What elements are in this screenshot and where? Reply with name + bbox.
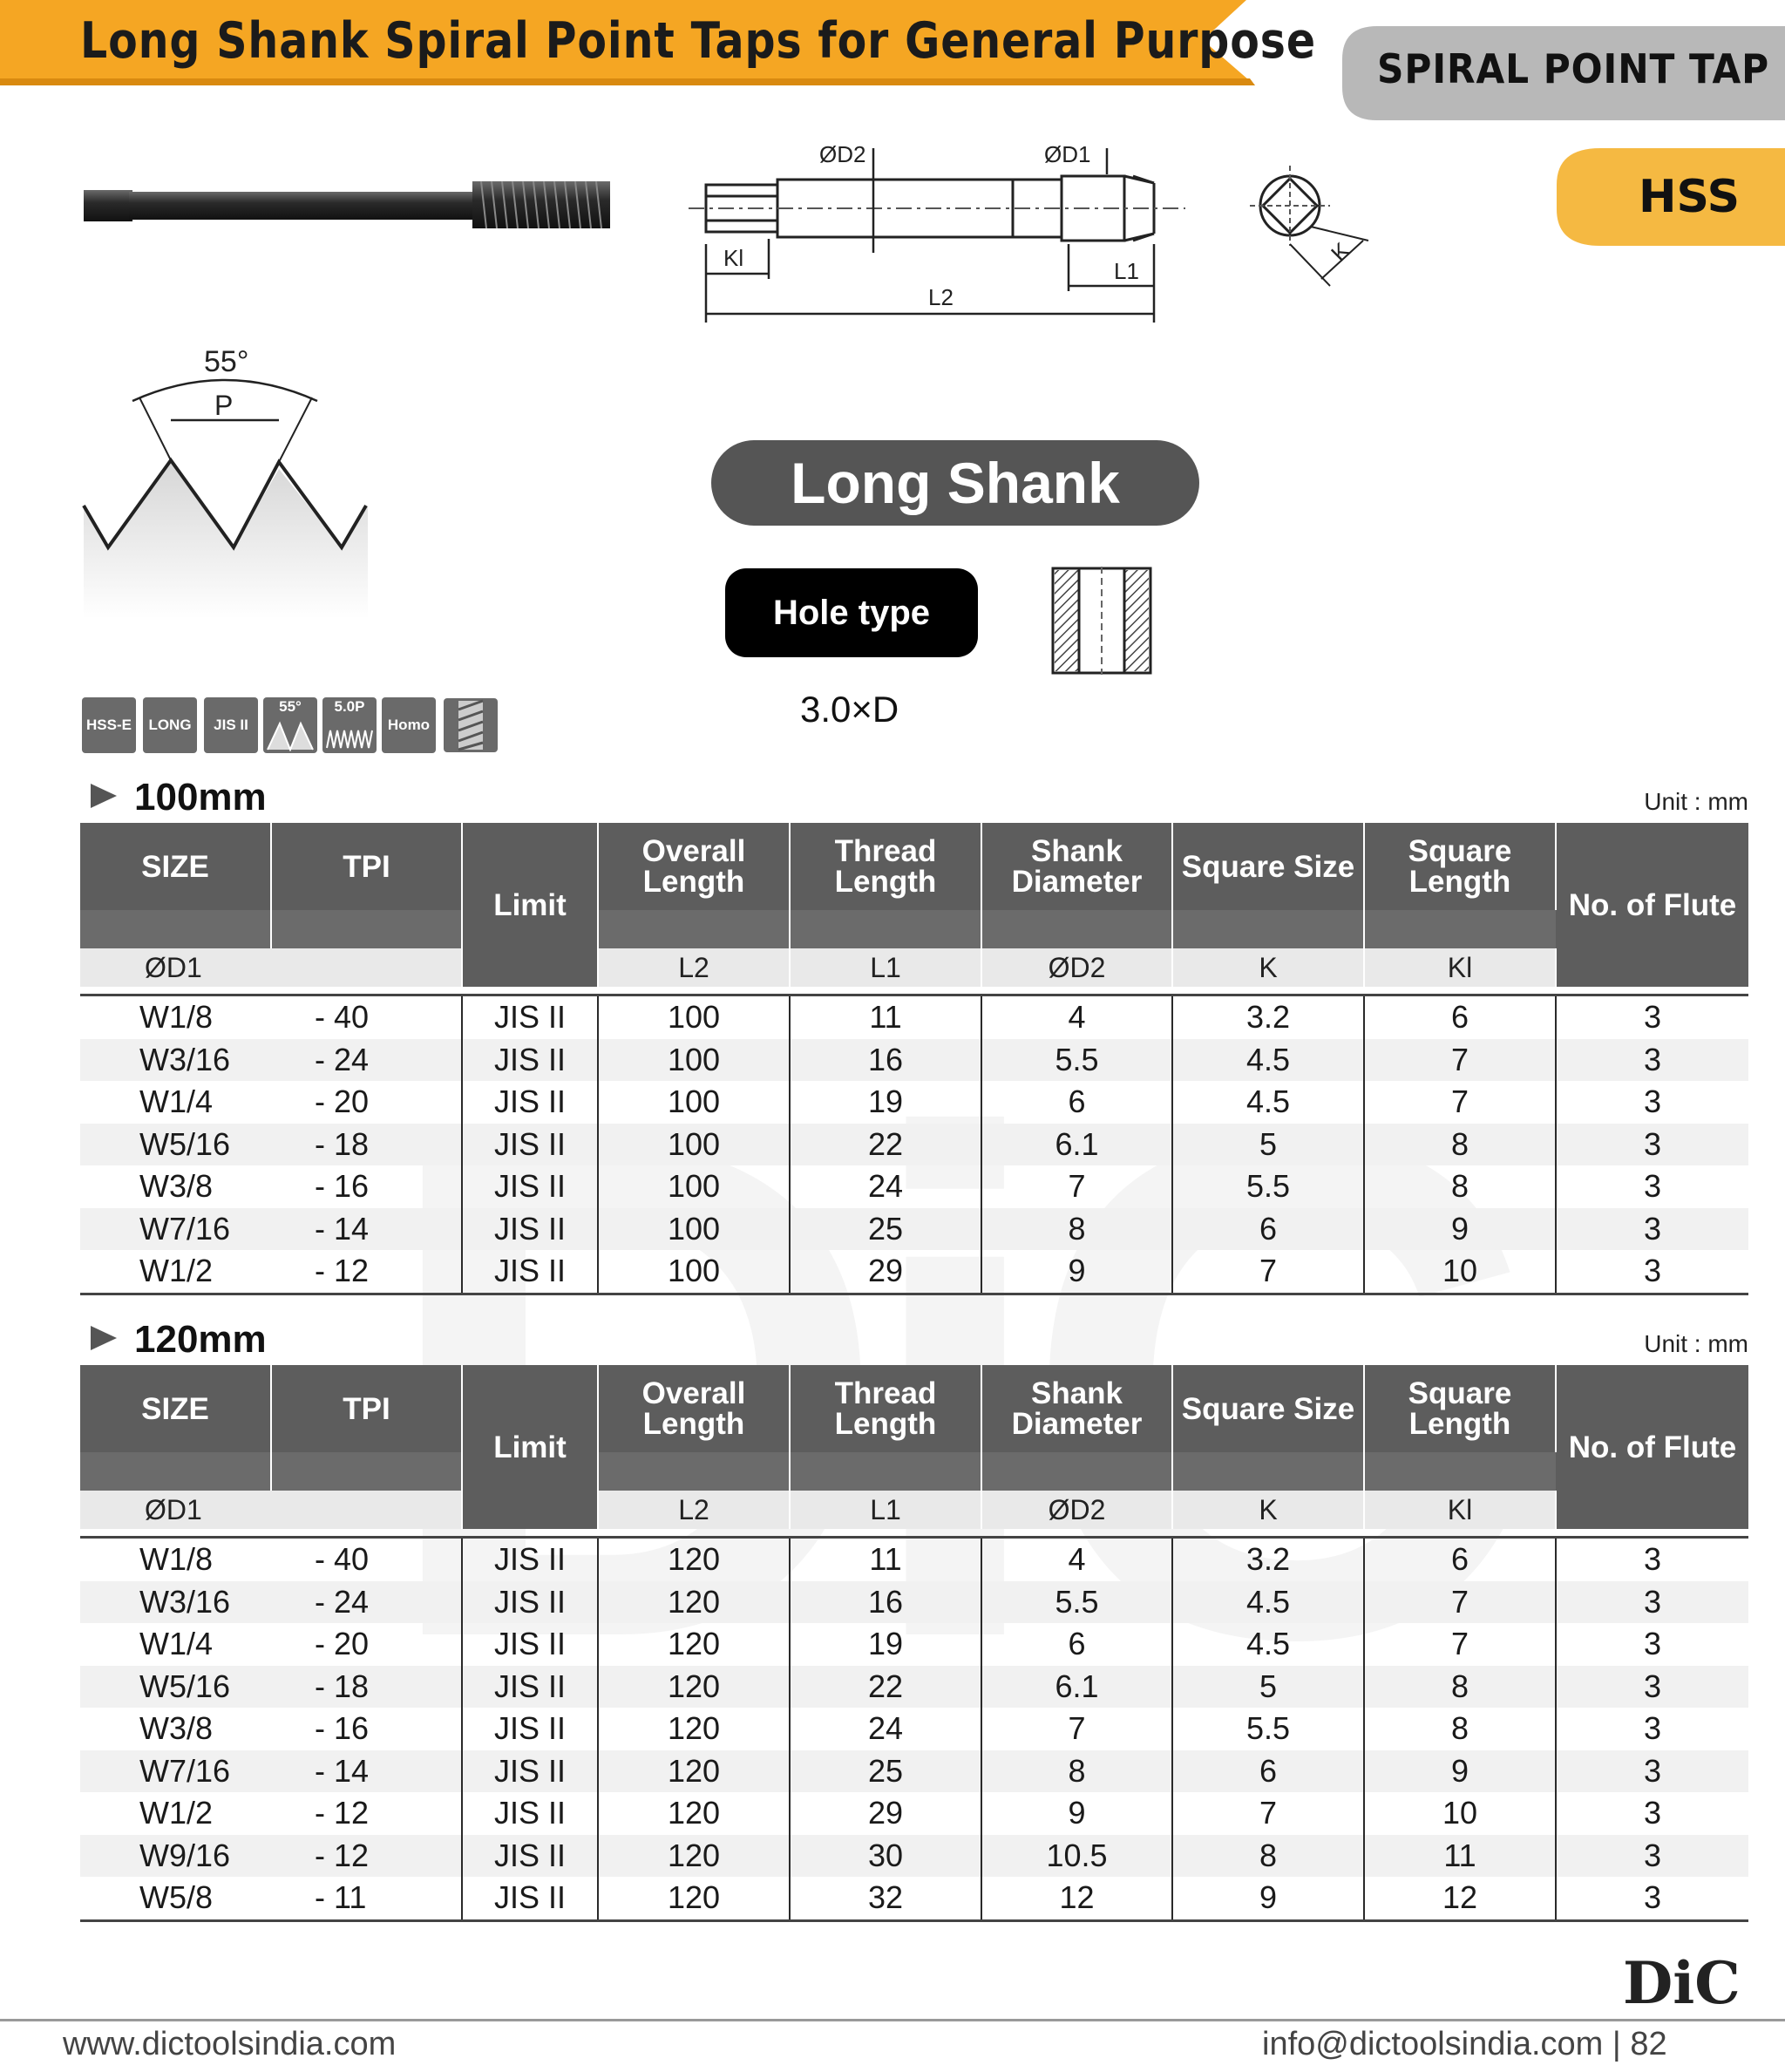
table-row bbox=[80, 995, 1748, 1039]
cell-square-length: 10 bbox=[1364, 1792, 1556, 1835]
cell-size: W5/16 bbox=[80, 1124, 271, 1166]
cell-thread-length: 16 bbox=[790, 1039, 981, 1082]
cell-no-of-flute: 3 bbox=[1643, 1710, 1662, 1747]
col-size: SIZE bbox=[80, 823, 271, 910]
label-d2: ØD2 bbox=[819, 141, 866, 167]
cell-overall-length: 120 bbox=[598, 1581, 790, 1624]
section-arrow-icon bbox=[91, 1326, 117, 1350]
cell-tpi: - 16 bbox=[271, 1165, 462, 1208]
cell-size: W5/8 bbox=[139, 1879, 214, 1916]
cell-no-of-flute: 3 bbox=[1643, 1795, 1662, 1831]
footer-email-link[interactable]: info@dictoolsindia.com bbox=[1262, 2026, 1604, 2062]
cell-thread-length: 22 bbox=[790, 1666, 981, 1709]
cell-square-length: 10 bbox=[1364, 1250, 1556, 1294]
cell-limit: JIS II bbox=[462, 1538, 598, 1581]
section-heading-120mm bbox=[91, 1318, 267, 1362]
footer-divider bbox=[0, 2019, 1785, 2021]
cell-square-length: 7 bbox=[1364, 1581, 1556, 1624]
section-title: 100mm bbox=[134, 776, 267, 819]
cell-tpi: - 18 bbox=[271, 1666, 462, 1709]
table-row bbox=[80, 1039, 1748, 1082]
cell-thread-length: 25 bbox=[790, 1750, 981, 1793]
cell-overall-length: 100 bbox=[598, 1165, 790, 1208]
cell-tpi: - 20 bbox=[271, 1623, 462, 1666]
cell-shank-diameter: 7 bbox=[981, 1165, 1172, 1208]
col-thread-length: Thread Length bbox=[790, 823, 981, 910]
category-tab: SPIRAL POINT TAP bbox=[1377, 45, 1770, 92]
cell-square-size: 7 bbox=[1172, 1250, 1364, 1294]
table-row bbox=[80, 1708, 1748, 1750]
cell-no-of-flute: 3 bbox=[1556, 1039, 1748, 1082]
symbol-d1: ØD1 bbox=[80, 1491, 462, 1529]
cell-square-size: 8 bbox=[1172, 1835, 1364, 1878]
cell-size: W7/16 bbox=[80, 1750, 271, 1793]
symbol-l1: L1 bbox=[790, 1491, 981, 1529]
cell-no-of-flute: 3 bbox=[1556, 1124, 1748, 1166]
cell-thread-length: 11 bbox=[790, 995, 981, 1039]
thread-profile-diagram bbox=[80, 340, 368, 619]
cell-tpi: - 40 bbox=[271, 995, 462, 1039]
cell-square-size: 6 bbox=[1172, 1208, 1364, 1251]
cell-size: W3/8 bbox=[139, 1168, 214, 1205]
cell-overall-length: 120 bbox=[598, 1666, 790, 1709]
table-row bbox=[80, 1165, 1748, 1208]
badge-pitch-text: 5.0P bbox=[334, 698, 365, 715]
badge-angle-text: 55° bbox=[279, 698, 302, 715]
cell-limit: JIS II bbox=[462, 1124, 598, 1166]
material-tab: HSS bbox=[1639, 171, 1741, 223]
cell-no-of-flute: 3 bbox=[1643, 1084, 1662, 1120]
symbol-d2: ØD2 bbox=[981, 1491, 1172, 1529]
cell-limit: JIS II bbox=[462, 1039, 598, 1082]
col-square-length: Square Length bbox=[1364, 823, 1556, 910]
cell-overall-length: 100 bbox=[598, 1081, 790, 1124]
cell-square-size: 3.2 bbox=[1172, 1538, 1364, 1581]
cell-square-length: 12 bbox=[1364, 1877, 1556, 1920]
col-square-length: Square Length bbox=[1364, 1365, 1556, 1452]
symbol-d1: ØD1 bbox=[80, 948, 462, 987]
badge-jis: JIS II bbox=[204, 697, 258, 753]
symbol-kl: Kl bbox=[1364, 1491, 1556, 1529]
cell-shank-diameter: 5.5 bbox=[981, 1581, 1172, 1624]
cell-tpi: - 18 bbox=[271, 1124, 462, 1166]
cell-square-size: 3.2 bbox=[1172, 995, 1364, 1039]
cell-thread-length: 24 bbox=[790, 1165, 981, 1208]
cell-shank-diameter: 8 bbox=[981, 1208, 1172, 1251]
symbol-k: K bbox=[1172, 948, 1364, 987]
page-number: 82 bbox=[1630, 2026, 1667, 2062]
cell-tpi: - 14 bbox=[271, 1750, 462, 1793]
cell-no-of-flute: 3 bbox=[1556, 1750, 1748, 1793]
cell-tpi: - 12 bbox=[271, 1792, 462, 1835]
col-tpi: TPI bbox=[271, 1365, 462, 1452]
table-row bbox=[80, 1666, 1748, 1709]
cell-size: W5/16 bbox=[80, 1666, 271, 1709]
tap-dimension-drawing bbox=[689, 131, 1246, 331]
table-row bbox=[80, 1792, 1748, 1835]
cell-square-length: 8 bbox=[1364, 1666, 1556, 1709]
badge-pitch bbox=[322, 697, 377, 753]
cell-tpi: - 11 bbox=[271, 1877, 462, 1920]
cell-shank-diameter: 9 bbox=[981, 1792, 1172, 1835]
table-row bbox=[80, 1124, 1748, 1166]
cell-size: W7/16 bbox=[80, 1208, 271, 1251]
cell-thread-length: 24 bbox=[790, 1708, 981, 1750]
cell-square-size: 4.5 bbox=[1172, 1039, 1364, 1082]
col-square-size: Square Size bbox=[1172, 823, 1364, 910]
label-d1: ØD1 bbox=[1044, 141, 1091, 167]
cell-limit: JIS II bbox=[462, 1877, 598, 1920]
footer-separator: | bbox=[1612, 2026, 1621, 2062]
cell-limit: JIS II bbox=[462, 1581, 598, 1624]
cell-limit: JIS II bbox=[462, 1623, 598, 1666]
cell-square-length: 6 bbox=[1364, 995, 1556, 1039]
company-logo: DiC bbox=[1623, 1949, 1741, 2017]
cell-overall-length: 120 bbox=[598, 1708, 790, 1750]
badge-angle bbox=[263, 697, 317, 753]
cell-overall-length: 120 bbox=[598, 1538, 790, 1581]
label-k: K bbox=[1326, 237, 1355, 267]
cell-square-size: 9 bbox=[1172, 1877, 1364, 1920]
cell-shank-diameter: 8 bbox=[981, 1750, 1172, 1793]
unit-label: Unit : mm bbox=[1644, 1330, 1748, 1357]
spiral-flute-icon bbox=[443, 697, 499, 753]
cell-thread-length: 32 bbox=[790, 1877, 981, 1920]
cell-square-size: 7 bbox=[1172, 1792, 1364, 1835]
cell-no-of-flute: 3 bbox=[1643, 1626, 1662, 1662]
cell-size: W1/8 bbox=[139, 1541, 214, 1578]
unit-label: Unit : mm bbox=[1644, 788, 1748, 815]
cell-overall-length: 120 bbox=[598, 1623, 790, 1666]
cell-limit: JIS II bbox=[462, 1708, 598, 1750]
cell-overall-length: 100 bbox=[598, 1250, 790, 1294]
cell-thread-length: 30 bbox=[790, 1835, 981, 1878]
table-row bbox=[80, 1750, 1748, 1793]
cell-tpi: - 40 bbox=[271, 1538, 462, 1581]
cell-shank-diameter: 4 bbox=[981, 1538, 1172, 1581]
table-row bbox=[80, 1623, 1748, 1666]
cell-size: W1/4 bbox=[139, 1084, 214, 1120]
cell-tpi: - 24 bbox=[271, 1039, 462, 1082]
footer-contact bbox=[1262, 2026, 1667, 2063]
cell-tpi: - 14 bbox=[271, 1208, 462, 1251]
label-l1: L1 bbox=[1114, 258, 1139, 284]
hole-depth: 3.0×D bbox=[800, 689, 899, 730]
symbol-l2: L2 bbox=[598, 1491, 790, 1529]
hole-type-label: Hole type bbox=[725, 568, 978, 657]
table-row bbox=[80, 1250, 1748, 1294]
col-overall-length: Overall Length bbox=[598, 1365, 790, 1452]
cell-tpi: - 12 bbox=[271, 1250, 462, 1294]
shank-type-pill: Long Shank bbox=[711, 440, 1199, 526]
col-no-of-flute: No. of Flute bbox=[1556, 823, 1748, 987]
cell-size: W9/16 bbox=[80, 1835, 271, 1878]
cell-shank-diameter: 5.5 bbox=[981, 1039, 1172, 1082]
col-limit: Limit bbox=[462, 1365, 598, 1529]
cell-square-size: 4.5 bbox=[1172, 1623, 1364, 1666]
cell-shank-diameter: 6 bbox=[981, 1081, 1172, 1124]
cell-no-of-flute: 3 bbox=[1556, 1581, 1748, 1624]
cell-no-of-flute: 3 bbox=[1643, 1879, 1662, 1916]
cell-square-length: 7 bbox=[1364, 1081, 1556, 1124]
cell-square-size: 5 bbox=[1172, 1124, 1364, 1166]
cell-no-of-flute: 3 bbox=[1556, 1835, 1748, 1878]
pitch-icon bbox=[325, 718, 374, 750]
col-shank-diameter: Shank Diameter bbox=[981, 823, 1172, 910]
cell-no-of-flute: 3 bbox=[1643, 999, 1662, 1036]
cell-shank-diameter: 6.1 bbox=[981, 1666, 1172, 1709]
cell-limit: JIS II bbox=[462, 1792, 598, 1835]
table-row bbox=[80, 1081, 1748, 1124]
cell-overall-length: 100 bbox=[598, 1208, 790, 1251]
cell-square-size: 5.5 bbox=[1172, 1165, 1364, 1208]
col-shank-diameter: Shank Diameter bbox=[981, 1365, 1172, 1452]
cell-square-length: 7 bbox=[1364, 1623, 1556, 1666]
table-row bbox=[80, 1835, 1748, 1878]
col-no-of-flute: No. of Flute bbox=[1556, 1365, 1748, 1529]
cell-limit: JIS II bbox=[462, 1750, 598, 1793]
cell-tpi: - 20 bbox=[271, 1081, 462, 1124]
cell-thread-length: 19 bbox=[790, 1081, 981, 1124]
cell-limit: JIS II bbox=[462, 1165, 598, 1208]
table-row bbox=[80, 1877, 1748, 1920]
cell-shank-diameter: 9 bbox=[981, 1250, 1172, 1294]
cell-thread-length: 22 bbox=[790, 1124, 981, 1166]
symbol-k: K bbox=[1172, 1491, 1364, 1529]
cell-limit: JIS II bbox=[462, 1835, 598, 1878]
cell-thread-length: 25 bbox=[790, 1208, 981, 1251]
spec-table-120mm bbox=[80, 1365, 1748, 1922]
cell-square-length: 8 bbox=[1364, 1165, 1556, 1208]
col-square-size: Square Size bbox=[1172, 1365, 1364, 1452]
cell-square-length: 6 bbox=[1364, 1538, 1556, 1581]
col-tpi: TPI bbox=[271, 823, 462, 910]
cell-overall-length: 120 bbox=[598, 1750, 790, 1793]
table-row bbox=[80, 1581, 1748, 1624]
cell-overall-length: 120 bbox=[598, 1835, 790, 1878]
col-thread-length: Thread Length bbox=[790, 1365, 981, 1452]
cell-limit: JIS II bbox=[462, 1081, 598, 1124]
symbol-kl: Kl bbox=[1364, 948, 1556, 987]
cell-overall-length: 120 bbox=[598, 1792, 790, 1835]
table-row bbox=[80, 1538, 1748, 1581]
cell-square-size: 6 bbox=[1172, 1750, 1364, 1793]
cell-shank-diameter: 4 bbox=[981, 995, 1172, 1039]
cell-shank-diameter: 6 bbox=[981, 1623, 1172, 1666]
symbol-d2: ØD2 bbox=[981, 948, 1172, 987]
badge-long: LONG bbox=[143, 697, 197, 753]
cell-square-size: 4.5 bbox=[1172, 1081, 1364, 1124]
cell-thread-length: 16 bbox=[790, 1581, 981, 1624]
cell-overall-length: 100 bbox=[598, 1039, 790, 1082]
cell-overall-length: 100 bbox=[598, 995, 790, 1039]
cell-size: W1/2 bbox=[139, 1795, 214, 1831]
cell-shank-diameter: 10.5 bbox=[981, 1835, 1172, 1878]
col-size: SIZE bbox=[80, 1365, 271, 1452]
table-row bbox=[80, 1208, 1748, 1251]
cell-size: W3/8 bbox=[139, 1710, 214, 1747]
cell-thread-length: 29 bbox=[790, 1792, 981, 1835]
angle-label: 55° bbox=[204, 345, 249, 378]
cell-limit: JIS II bbox=[462, 1250, 598, 1294]
cell-limit: JIS II bbox=[462, 995, 598, 1039]
cell-thread-length: 11 bbox=[790, 1538, 981, 1581]
cell-overall-length: 100 bbox=[598, 1124, 790, 1166]
cell-square-length: 9 bbox=[1364, 1750, 1556, 1793]
pitch-label: P bbox=[214, 390, 234, 421]
section-arrow-icon bbox=[91, 784, 117, 808]
section-heading-100mm bbox=[91, 776, 267, 819]
cell-limit: JIS II bbox=[462, 1208, 598, 1251]
label-l2: L2 bbox=[928, 284, 954, 310]
cell-shank-diameter: 12 bbox=[981, 1877, 1172, 1920]
cell-tpi: - 24 bbox=[271, 1581, 462, 1624]
cell-size: W3/16 bbox=[80, 1039, 271, 1082]
cell-size: W3/16 bbox=[80, 1581, 271, 1624]
badge-homo: Homo bbox=[382, 697, 436, 753]
cell-size: W1/8 bbox=[139, 999, 214, 1036]
cell-square-length: 7 bbox=[1364, 1039, 1556, 1082]
cell-thread-length: 19 bbox=[790, 1623, 981, 1666]
section-title: 120mm bbox=[134, 1318, 267, 1361]
tap-photo bbox=[80, 166, 621, 244]
through-hole-icon bbox=[1051, 567, 1152, 675]
spec-table-100mm bbox=[80, 823, 1748, 1295]
cell-shank-diameter: 6.1 bbox=[981, 1124, 1172, 1166]
cell-tpi: - 16 bbox=[271, 1708, 462, 1750]
cell-limit: JIS II bbox=[462, 1666, 598, 1709]
cell-no-of-flute: 3 bbox=[1556, 1208, 1748, 1251]
cell-shank-diameter: 7 bbox=[981, 1708, 1172, 1750]
thread-angle-icon bbox=[266, 718, 315, 751]
cell-square-length: 11 bbox=[1364, 1835, 1556, 1878]
cell-square-length: 8 bbox=[1364, 1124, 1556, 1166]
footer-website-link[interactable]: www.dictoolsindia.com bbox=[63, 2026, 397, 2062]
cell-tpi: - 12 bbox=[271, 1835, 462, 1878]
cell-square-size: 4.5 bbox=[1172, 1581, 1364, 1624]
cell-no-of-flute: 3 bbox=[1643, 1253, 1662, 1289]
square-end-view bbox=[1238, 157, 1386, 305]
symbol-l1: L1 bbox=[790, 948, 981, 987]
page-title: Long Shank Spiral Point Taps for General Purpose bbox=[80, 12, 1316, 70]
cell-square-size: 5.5 bbox=[1172, 1708, 1364, 1750]
cell-no-of-flute: 3 bbox=[1643, 1168, 1662, 1205]
cell-overall-length: 120 bbox=[598, 1877, 790, 1920]
cell-no-of-flute: 3 bbox=[1556, 1666, 1748, 1709]
cell-thread-length: 29 bbox=[790, 1250, 981, 1294]
badge-hss-e: HSS-E bbox=[82, 697, 136, 753]
cell-size: W1/4 bbox=[139, 1626, 214, 1662]
symbol-l2: L2 bbox=[598, 948, 790, 987]
cell-square-length: 9 bbox=[1364, 1208, 1556, 1251]
cell-square-size: 5 bbox=[1172, 1666, 1364, 1709]
cell-size: W1/2 bbox=[139, 1253, 214, 1289]
label-kl: Kl bbox=[723, 245, 744, 271]
cell-no-of-flute: 3 bbox=[1643, 1541, 1662, 1578]
col-limit: Limit bbox=[462, 823, 598, 987]
col-overall-length: Overall Length bbox=[598, 823, 790, 910]
cell-square-length: 8 bbox=[1364, 1708, 1556, 1750]
